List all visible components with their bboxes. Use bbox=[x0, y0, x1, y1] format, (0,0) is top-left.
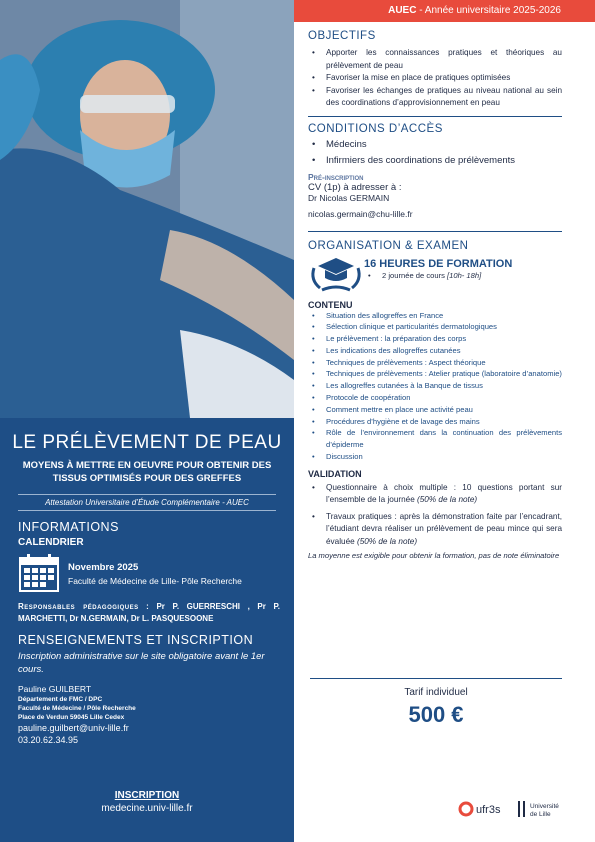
days-list bbox=[364, 270, 512, 283]
hours-row bbox=[308, 254, 562, 292]
contact-faculty: Faculté de Médecine / Pôle Recherche bbox=[18, 705, 136, 712]
tarif-block bbox=[310, 678, 562, 728]
list-item: • Comment mettre en place une activité peau bbox=[308, 404, 562, 416]
list-item: • Le prélèvement : la préparation des corps bbox=[308, 333, 562, 345]
list-item: • Favoriser les échanges de pratiques au niveau national au sein des coordinations d’approvisionnement en peau bbox=[308, 85, 562, 110]
ufr3s-logo-text: ufr3s bbox=[476, 804, 501, 816]
course-place: Faculté de Médecine de Lille- Pôle Recherche bbox=[68, 576, 242, 586]
list-item: • Procédures d’hygiène et de lavage des mains bbox=[308, 416, 562, 428]
calendar-text bbox=[68, 556, 242, 593]
graduation-cap-icon bbox=[308, 254, 364, 292]
contact-phone: 03.20.62.34.95 bbox=[18, 735, 79, 745]
preinscription-label: Pré-inscription bbox=[308, 171, 364, 182]
ufr3s-logo bbox=[458, 796, 516, 822]
contenu-title: CONTENU bbox=[308, 299, 353, 310]
inscription-link[interactable]: medecine.univ-lille.fr bbox=[101, 803, 193, 814]
header-year: - Année universitaire 2025-2026 bbox=[416, 5, 561, 16]
inscription-label: INSCRIPTION bbox=[114, 790, 180, 801]
renseignements-text: Inscription administrative sur le site obligatoire avant le 1er cours. bbox=[18, 651, 265, 675]
list-item: • Sélection clinique et particularités dermatologiques bbox=[308, 321, 562, 333]
list-item: • Médecins bbox=[308, 137, 562, 153]
list-item: • Favoriser la mise en place de pratiques optimisées bbox=[308, 72, 562, 85]
surgeon-illustration bbox=[0, 0, 294, 418]
val1-text: Questionnaire à choix multiple : 10 questions portant sur l’ensemble de la journée bbox=[326, 482, 562, 505]
contact-person: Dr Nicolas GERMAIN bbox=[308, 192, 390, 203]
organisation-title: ORGANISATION & EXAMEN bbox=[308, 239, 469, 252]
list-item: • Discussion bbox=[308, 451, 562, 463]
inscription-block bbox=[0, 790, 294, 814]
val2-note: (50% de la note) bbox=[356, 536, 418, 546]
right-panel bbox=[308, 30, 562, 561]
val2-text: Travaux pratiques : après la démonstration faite par l’encadrant, l’étudiant devra réaliser un prélèvement de peau mince qui sera évaluée bbox=[326, 511, 562, 546]
objectifs-title: OBJECTIFS bbox=[308, 30, 376, 42]
contact-email[interactable]: pauline.guilbert@univ-lille.fr bbox=[18, 723, 129, 733]
divider bbox=[308, 231, 562, 232]
header-bar bbox=[294, 0, 595, 22]
list-item: • Les indications des allogreffes cutanées bbox=[308, 345, 562, 357]
list-item: • Techniques de prélèvements : Aspect théorique bbox=[308, 357, 562, 369]
contact-dept: Département de FMC / DPC bbox=[18, 696, 103, 703]
list-item bbox=[308, 482, 562, 507]
val1-note: (50% de la note) bbox=[417, 495, 478, 505]
list-item: • Techniques de prélèvements : Atelier pratique (laboratoire d’anatomie) bbox=[308, 368, 562, 380]
contact-address: Place de Verdun 59045 Lille Cedex bbox=[18, 714, 125, 721]
univ-logo-text: Université bbox=[530, 803, 559, 810]
course-date: Novembre 2025 bbox=[68, 562, 139, 573]
responsables bbox=[18, 601, 280, 625]
list-item: • Rôle de l’environnement dans la continuation des prélèvements d’épiderme bbox=[308, 427, 562, 451]
days-text: 2 journée de cours bbox=[382, 270, 448, 280]
hours-label: 16 HEURES DE FORMATION bbox=[364, 257, 513, 270]
tarif-label: Tarif individuel bbox=[404, 687, 468, 698]
contact-name: Pauline GUILBERT bbox=[18, 684, 92, 694]
contenu-list bbox=[308, 310, 562, 463]
conditions-list bbox=[308, 137, 562, 169]
contact-block bbox=[18, 684, 280, 746]
list-item: • Apporter les connaissances pratiques et théoriques au prélèvement de peau bbox=[308, 47, 562, 72]
responsables-label: Responsables pédagogiques bbox=[18, 602, 139, 611]
renseignements-title: RENSEIGNEMENTS ET INSCRIPTION bbox=[18, 633, 254, 647]
header-prefix: AUEC bbox=[388, 5, 417, 16]
course-title: LE PRÉLÈVEMENT DE PEAU bbox=[12, 432, 282, 453]
list-item: • Infirmiers des coordinations de prélèvements bbox=[308, 153, 562, 169]
list-item bbox=[364, 270, 512, 283]
cv-text: CV (1p) à adresser à : bbox=[308, 181, 402, 193]
logos-row bbox=[458, 796, 578, 822]
univ-logo-text: de Lille bbox=[530, 811, 551, 818]
contact-email-right[interactable]: nicolas.germain@chu-lille.fr bbox=[308, 208, 413, 219]
responsables-names: : Pr P. GUERRESCHI , Pr P. MARCHETTI, Dr N.GERMAIN, Dr L. PASQUESOONE bbox=[18, 602, 280, 623]
list-item: • Situation des allogreffes en France bbox=[308, 310, 562, 322]
objectifs-list bbox=[308, 47, 562, 110]
hours-text bbox=[364, 254, 512, 283]
informations-title: INFORMATIONS bbox=[18, 520, 119, 534]
list-item bbox=[308, 511, 562, 549]
days-time: [10h- 18h] bbox=[447, 270, 482, 280]
validation-list bbox=[308, 482, 562, 549]
title-banner bbox=[0, 418, 294, 528]
validation-note: La moyenne est exigible pour obtenir la formation, pas de note éliminatoire bbox=[308, 551, 560, 561]
divider bbox=[308, 116, 562, 117]
conditions-title: CONDITIONS D’ACCÈS bbox=[308, 122, 443, 135]
list-item: • Protocole de coopération bbox=[308, 392, 562, 404]
informations-section bbox=[18, 520, 280, 746]
universite-lille-logo bbox=[516, 796, 576, 822]
surgeon-photo bbox=[0, 0, 294, 418]
calendar-icon bbox=[18, 553, 60, 593]
list-item: • Les allogreffes cutanées à la Banque de tissus bbox=[308, 380, 562, 392]
calendar-row bbox=[18, 553, 280, 593]
tarif-value: 500 € bbox=[408, 702, 464, 727]
course-subtitle: MOYENS À METTRE EN OEUVRE POUR OBTENIR DES TISSUS OPTIMISÉS POUR DES GREFFES bbox=[22, 460, 272, 484]
calendar-label: CALENDRIER bbox=[18, 537, 84, 548]
left-panel bbox=[0, 0, 294, 842]
attestation-label: Attestation Universitaire d’Étude Complémentaire - AUEC bbox=[18, 494, 276, 511]
validation-title: VALIDATION bbox=[308, 468, 362, 479]
